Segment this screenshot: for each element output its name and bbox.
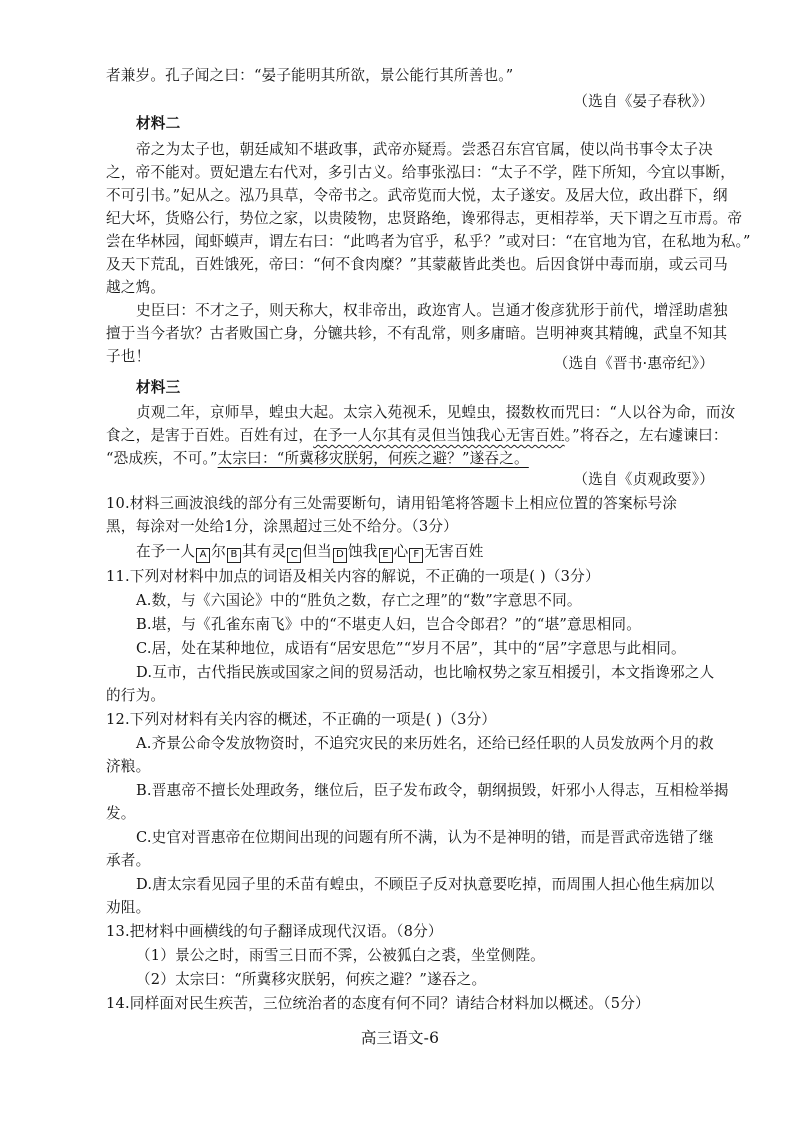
page-footer: 高三语文-6 [360,1029,440,1047]
answer-mark-f[interactable]: F [409,548,423,563]
wavy-underlined-sentence: 在予一人尔其有灵但当蚀我心无害百姓 [313,427,565,444]
question-10: 10.材料三画波浪线的部分有三处需要断句，请用铅笔将答题卡上相应位置的答案标号涂 [106,495,678,512]
q12-option-a-cont: 济粮。 [106,758,151,775]
material-2-line: 不可引书。”妃从之。泓乃具草，令帝书之。武帝览而大悦，太子遂安。及居大位，政出群下，纲 [106,187,728,204]
answer-mark-d[interactable]: D [333,548,347,563]
q13-item-1: （1）景公之时，雨雪三日而不霁，公被狐白之裘，坐堂侧陛。 [136,947,545,964]
q10-segment: 其有灵 [241,543,287,560]
material-1-tail: 者兼岁。孔子闻之曰：“晏子能明其所欲，景公能行其所善也。” [106,67,514,84]
material-3-text: “恐成疾，不可。” [106,450,218,467]
q12-option-c-cont: 承者。 [106,852,151,869]
q12-option-a: A.齐景公命令发放物资时，不追究灾民的来历姓名，还给已经任职的人员发放两个月的救 [136,735,714,752]
material-1-source: （选自《晏子春秋》） [573,93,714,110]
q12-option-d: D.唐太宗看见园子里的禾苗有蝗虫，不顾臣子反对执意要吃掉，而周围人担心他生病加以 [136,876,715,893]
q10-segment: 在予一人 [136,543,196,560]
material-2-line: 帝之为太子也，朝廷咸知不堪政事，武帝亦疑焉。尝悉召东宫官属，使以尚书事令太子决 [136,141,713,158]
material-2-line: 之，帝不能对。贾妃遣左右代对，多引古义。给事张泓曰：“太子不学，陛下所知，今宜以事断， [106,164,736,181]
q10-segment: 无害百姓 [424,543,484,560]
q12-option-d-cont: 劝阻。 [106,899,151,916]
question-11: 11.下列对材料中加点的词语及相关内容的解说，不正确的一项是( )（3分） [106,568,600,585]
material-3-text: 。”将吞之，左右遽谏曰： [564,427,728,444]
question-10-cont: 黑，每涂对一处给1分，涂黑超过三处不给分。（3分） [106,518,458,535]
answer-mark-c[interactable]: C [287,548,301,563]
material-2-source: （选自《晋书·惠帝纪》） [553,355,714,372]
material-2-line: 史臣曰：不才之子，则天称大，权非帝出，政迩宵人。岂通才俊彦犹形于前代，增淫助虐独 [136,302,728,319]
q12-option-c: C.史官对晋惠帝在位期间出现的问题有所不满，认为不是神明的错，而是晋武帝选错了继 [136,829,714,846]
q11-option-a: A.数，与《六国论》中的“胜负之数，存亡之理”的“数”字意思不同。 [136,592,582,609]
q13-item-2: （2）太宗曰：“所冀移灾朕躬，何疾之避？”遂吞之。 [136,971,487,988]
q12-option-b-cont: 发。 [106,805,136,822]
answer-mark-a[interactable]: A [196,548,210,563]
material-2-line: 及天下荒乱，百姓饿死，帝曰：“何不食肉糜？”其蒙蔽皆此类也。后因食饼中毒而崩，或云司马 [106,256,728,273]
q10-segment-options [136,542,484,563]
material-2-line: 擅于当今者欤？古者败国亡身，分镳共轸，不有乱常，则多庸暗。岂明神爽其精魄，武皇不知其 [106,325,728,342]
question-13: 13.把材料中画横线的句子翻译成现代汉语。（8分） [106,923,443,940]
answer-mark-b[interactable]: B [227,548,241,563]
q10-segment: 尔 [211,543,226,560]
material-2-title: 材料二 [136,115,181,132]
material-3-line [106,449,529,469]
material-3-text: 食之，是害于百姓。百姓有过， [106,427,314,444]
q12-option-b: B.晋惠帝不擅长处理政务，继位后，臣子发布政令，朝纲损毁，奸邪小人得志，互相检举揭 [136,782,729,799]
material-3-line [106,426,728,446]
q11-option-b: B.堪，与《孔雀东南飞》中的“不堪吏人妇，岂合令郎君？”的“堪”意思相同。 [136,616,642,633]
q11-option-d-cont: 的行为。 [106,687,166,704]
q11-option-d: D.互市，古代指民族或国家之间的贸易活动，也比喻权势之家互相援引，本文指谗邪之人 [136,664,715,681]
answer-mark-e[interactable]: E [379,548,393,563]
material-2-line: 子也！ [106,348,151,365]
underlined-sentence: 太宗曰：“所冀移灾朕躬，何疾之避？”遂吞之。 [217,450,529,467]
material-3-title: 材料三 [136,379,181,396]
q10-segment: 但当 [302,543,332,560]
material-2-line: 越之鸩。 [106,279,166,296]
material-2-line: 纪大坏，货赂公行，势位之家，以贵陵物，忠贤路绝，谗邪得志，更相荐举，天下谓之互市焉。帝 [106,210,743,227]
material-2-line: 尝在华林园，闻虾蟆声，谓左右曰：“此鸣者为官乎，私乎？”或对曰：“在官地为官，在私地为私。” [106,233,751,250]
question-14: 14.同样面对民生疾苦，三位统治者的态度有何不同？请结合材料加以概述。（5分） [106,995,650,1012]
q10-segment: 心 [393,543,409,560]
material-3-source: （选自《贞观政要》） [573,471,714,488]
q10-segment: 蚀我 [347,543,378,560]
q11-option-c: C.居，处在某种地位，成语有“居安思危”“岁月不居”，其中的“居”字意思与此相同。 [136,640,686,657]
question-12: 12.下列对材料有关内容的概述，不正确的一项是( )（3分） [106,711,497,728]
material-3-line: 贞观二年，京师旱，蝗虫大起。太宗入苑视禾，见蝗虫，掇数枚而咒曰：“人以谷为命，而汝 [136,404,736,421]
